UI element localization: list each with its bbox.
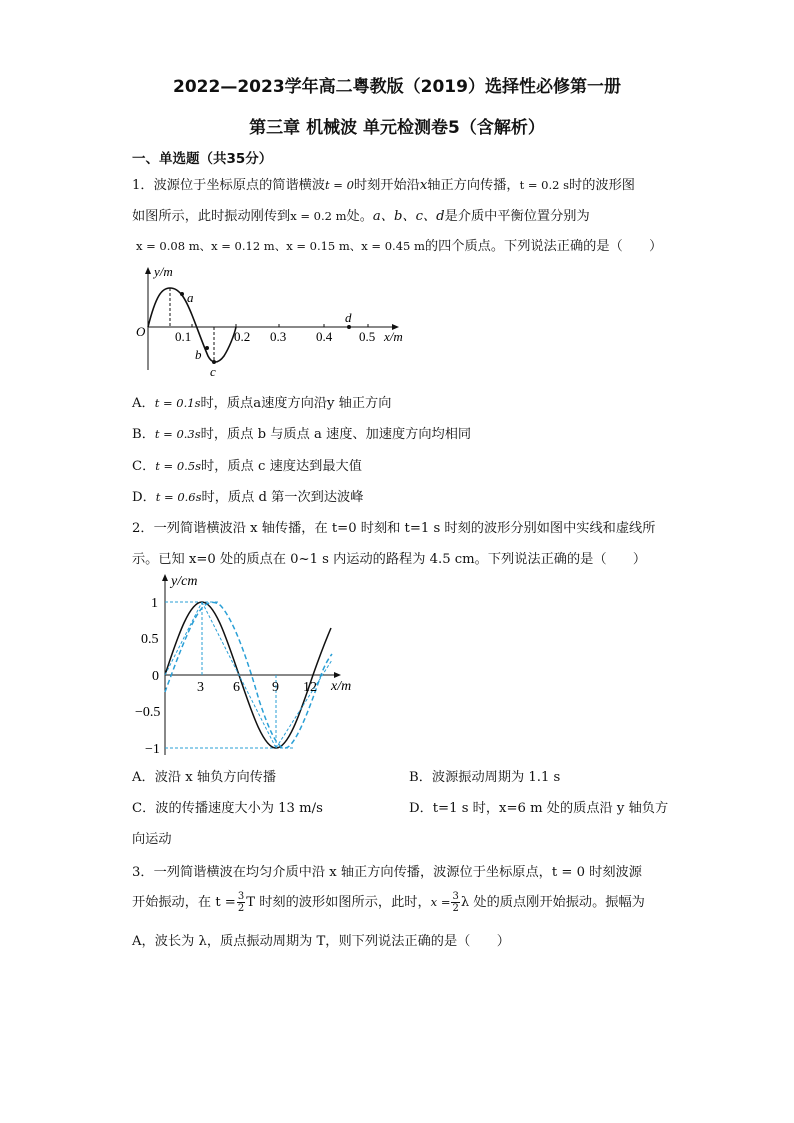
q3-line1: 3．一列简谐横波在均匀介质中沿 x 轴正方向传播，波源位于坐标原点，t = 0 时刻波源 xyxy=(132,865,642,880)
option-text: 时，质点 c 速度达到最大值 xyxy=(201,459,362,474)
q2-ytick-neg1: −1 xyxy=(145,742,160,757)
document-title-line1: 2022—2023学年高二粤教版（2019）选择性必修第一册 xyxy=(173,77,621,97)
q1-option-b[interactable] xyxy=(132,423,471,442)
q1-tick-02: 0.2 xyxy=(234,329,251,344)
q1-text: 时刻开始沿 xyxy=(353,178,420,193)
q1-t0: t = 0 xyxy=(325,178,354,192)
option-time: t = 0.1s xyxy=(154,396,201,410)
q1-point-a xyxy=(180,292,184,296)
q2-xtick-6: 6 xyxy=(233,680,240,695)
q1-label-b: b xyxy=(195,347,202,362)
q1-xlabel: x/m xyxy=(384,329,403,344)
q1-point-b xyxy=(205,346,209,350)
q2-option-d-cont: 向运动 xyxy=(132,832,172,847)
q2-xlabel: x/m xyxy=(331,679,352,694)
q3-text: λ 处的质点刚开始振动。振幅为 xyxy=(460,895,645,910)
q2-line1: 2．一列简谐横波沿 x 轴传播，在 t=0 时刻和 t=1 s 时刻的波形分别如图中实线和虚线所 xyxy=(132,521,656,536)
q1-t02: t = 0.2 s xyxy=(519,178,570,192)
q2-xtick-3: 3 xyxy=(197,680,204,695)
q2-ytick-neg05: −0.5 xyxy=(135,705,161,720)
q1-ylabel: y/m xyxy=(154,264,173,279)
option-text: 时，质点 b 与质点 a 速度、加速度方向均相同 xyxy=(200,427,472,442)
q2-xtick-12: 12 xyxy=(303,680,317,695)
q2-guide-diag1 xyxy=(165,602,202,675)
q1-label-c: c xyxy=(210,364,216,379)
q1-wave-figure xyxy=(130,260,420,380)
option-time: t = 0.5s xyxy=(155,459,202,473)
q1-option-d[interactable] xyxy=(132,486,363,505)
q2-line2: 示。已知 x=0 处的质点在 0~1 s 内运动的路程为 4.5 cm。下列说法正确的是（ ） xyxy=(132,552,647,567)
q1-option-c[interactable] xyxy=(132,455,362,474)
q1-tick-01: 0.1 xyxy=(175,329,192,344)
q1-x02: x = 0.2 m xyxy=(290,209,347,223)
q2-ytick-05: 0.5 xyxy=(141,632,159,647)
q1-label-d: d xyxy=(345,310,352,325)
q2-option-b[interactable]: B．波源振动周期为 1.1 s xyxy=(409,770,561,785)
option-label: D． xyxy=(132,490,156,505)
q1-text: 的四个质点。下列说法正确的是（ ） xyxy=(424,239,663,254)
q1-line1 xyxy=(132,174,635,193)
option-text: 时，质点 d 第一次到达波峰 xyxy=(201,490,364,505)
q1-tick-05: 0.5 xyxy=(359,329,376,344)
q3-line2 xyxy=(132,890,645,915)
q1-line3 xyxy=(136,235,662,254)
q1-label-a: a xyxy=(187,290,194,305)
section-heading-single-choice: 一、单选题（共35分） xyxy=(132,151,273,167)
fraction-denominator: 2 xyxy=(452,903,459,914)
q1-text: 1．波源位于坐标原点的简谐横波 xyxy=(132,178,326,193)
q2-ytick-0: 0 xyxy=(152,669,159,684)
q1-text: 时的波形图 xyxy=(569,178,635,193)
option-time: t = 0.6s xyxy=(155,490,202,504)
fraction-denominator: 2 xyxy=(237,903,245,914)
option-label: B． xyxy=(132,427,155,442)
q1-text: 是介质中平衡位置分别为 xyxy=(444,209,590,224)
q1-x: x xyxy=(419,178,428,193)
document-title-line2: 第三章 机械波 单元检测卷5（含解析） xyxy=(249,118,545,138)
q2-option-c[interactable]: C．波的传播速度大小为 13 m/s xyxy=(132,801,323,816)
option-time: t = 0.3s xyxy=(154,427,201,441)
q3-text: T 时刻的波形如图所示，此时， xyxy=(246,895,431,910)
q2-ylabel: y/cm xyxy=(171,574,198,589)
q3-text: 开始振动，在 t = xyxy=(132,895,236,910)
q2-xtick-9: 9 xyxy=(272,680,279,695)
q1-option-a[interactable] xyxy=(132,392,391,411)
option-label: A． xyxy=(132,396,155,411)
option-text: 时，质点a速度方向沿y 轴正方向 xyxy=(200,396,392,411)
q2-wave-figure xyxy=(135,570,375,760)
q1-point-d xyxy=(347,325,351,329)
q2-guide-diag3 xyxy=(276,660,332,748)
q3-line3: A，波长为 λ，质点振动周期为 T，则下列说法正确的是（ ） xyxy=(132,934,510,949)
q1-tick-03: 0.3 xyxy=(270,329,287,344)
q1-origin: O xyxy=(136,324,146,339)
option-label: C． xyxy=(132,459,156,474)
q3-x: x = xyxy=(430,895,451,909)
q1-line2 xyxy=(132,205,590,224)
q3-fraction-t xyxy=(237,891,245,914)
q1-text: 轴正方向传播， xyxy=(427,178,520,193)
q2-option-d[interactable]: D．t=1 s 时，x=6 m 处的质点沿 y 轴负方 xyxy=(409,801,669,816)
q1-text: 如图所示，此时振动刚传到 xyxy=(132,209,291,224)
q1-abcd: a、b、c、d xyxy=(372,209,445,224)
q1-tick-04: 0.4 xyxy=(316,329,333,344)
q1-text: 处。 xyxy=(346,209,373,224)
q3-fraction-x xyxy=(451,891,459,914)
q2-option-a[interactable]: A．波沿 x 轴负方向传播 xyxy=(132,770,277,785)
q2-ytick-1: 1 xyxy=(151,596,158,611)
fraction-numerator: 3 xyxy=(237,891,245,902)
q1-positions: x = 0.08 m、x = 0.12 m、x = 0.15 m、x = 0.45 m xyxy=(136,239,425,253)
fraction-numerator: 3 xyxy=(452,891,459,902)
